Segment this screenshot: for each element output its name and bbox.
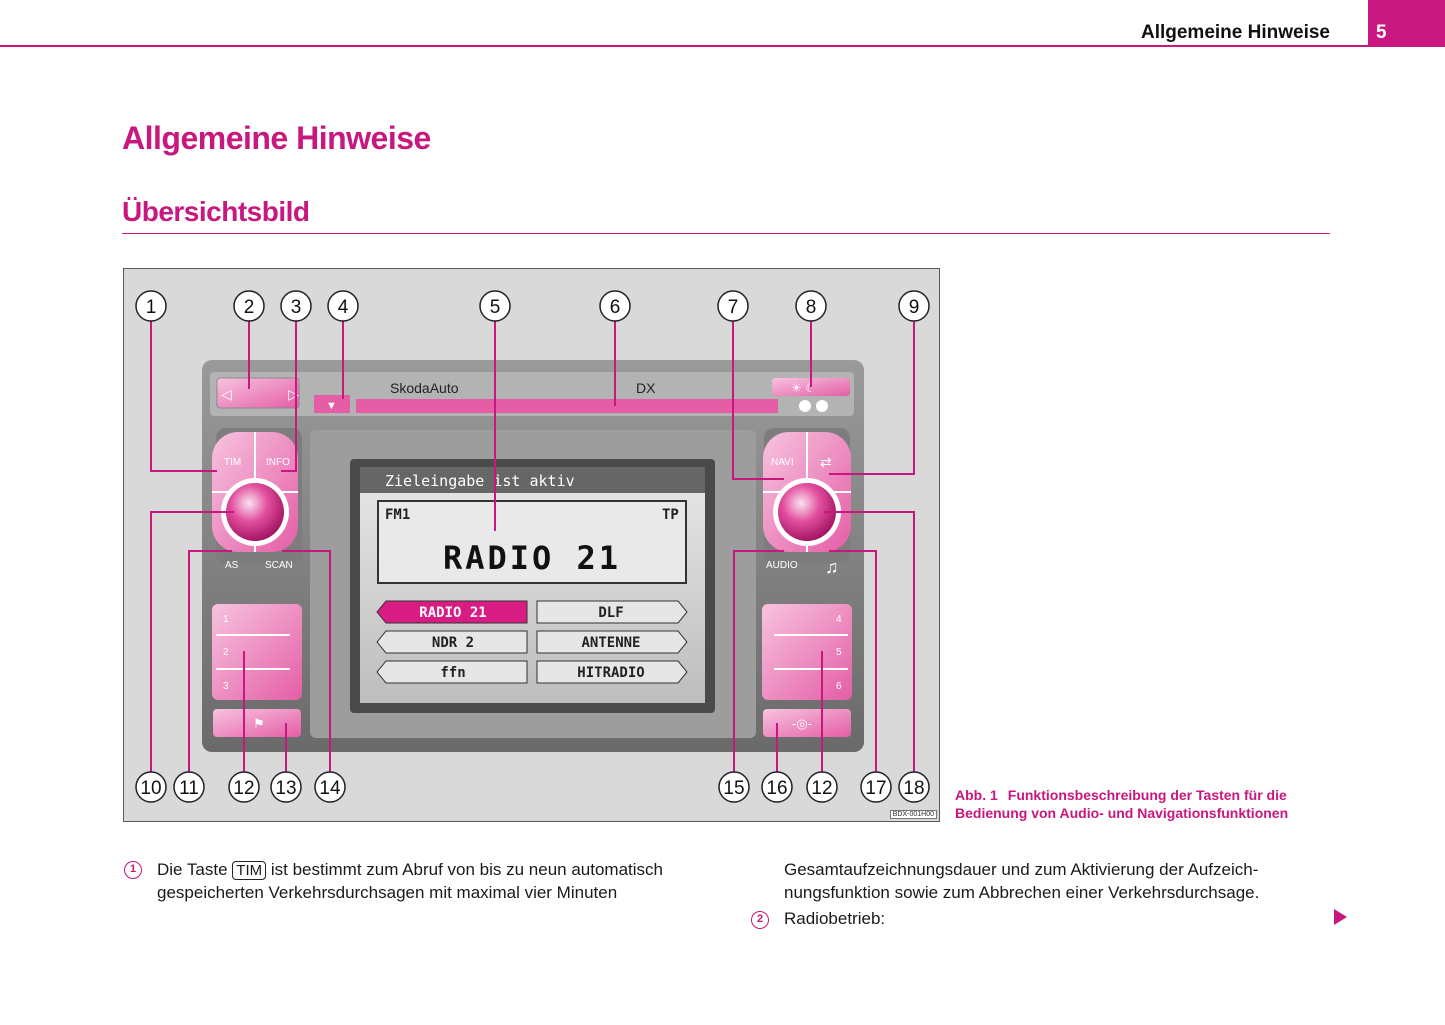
callout-6 bbox=[600, 291, 630, 321]
callout-12-right bbox=[807, 772, 837, 802]
svg-text:14: 14 bbox=[319, 778, 341, 799]
model-label: DX bbox=[636, 380, 656, 396]
preset-tile-label-6: HITRADIO bbox=[577, 665, 645, 681]
music-icon: ♫ bbox=[825, 557, 839, 577]
item-2-text: Radiobetrieb: bbox=[784, 909, 886, 928]
item-number-2: 2 bbox=[751, 911, 769, 929]
callout-9 bbox=[899, 291, 929, 321]
tim-label: TIM bbox=[224, 457, 242, 468]
item-1-continuation bbox=[784, 858, 1344, 904]
page-title: Allgemeine Hinweise bbox=[122, 120, 431, 156]
callout-5 bbox=[480, 291, 510, 321]
display-tp: TP bbox=[662, 507, 679, 523]
svg-text:10: 10 bbox=[140, 778, 162, 799]
section-subtitle: Übersichtsbild bbox=[122, 196, 310, 227]
continuation-line2: nungsfunktion sowie zum Abbrechen einer Verkehrsdurchsage. bbox=[784, 883, 1260, 902]
preset-label-1: 1 bbox=[223, 614, 229, 625]
header-rule bbox=[0, 45, 1368, 47]
navi-label: NAVI bbox=[771, 457, 794, 468]
callout-16 bbox=[762, 772, 792, 802]
continuation-line1: Gesamtaufzeichnungsdauer und zum Aktivierung der Aufzeich- bbox=[784, 860, 1259, 879]
flag-icon: ⚑ bbox=[253, 716, 265, 731]
callout-11 bbox=[174, 772, 204, 802]
caption-text: Funktionsbeschreibung der Tasten für die Bedienung von Audio- und Navigationsfunktionen bbox=[955, 787, 1289, 821]
preset-tile-label-5: ffn bbox=[440, 665, 466, 681]
display-status: Zieleingabe ist aktiv bbox=[385, 472, 575, 490]
item-number-1: 1 bbox=[124, 861, 142, 879]
preset-label-3: 3 bbox=[223, 681, 229, 692]
next-page-arrow-icon[interactable] bbox=[1334, 909, 1347, 925]
svg-text:3: 3 bbox=[290, 297, 302, 318]
info-label: INFO bbox=[266, 457, 290, 468]
callout-18 bbox=[899, 772, 929, 802]
cd-slot bbox=[356, 399, 778, 413]
scan-label: SCAN bbox=[265, 560, 293, 571]
callout-12-left bbox=[229, 772, 259, 802]
page-number: 5 bbox=[1376, 22, 1387, 43]
svg-text:13: 13 bbox=[275, 778, 297, 799]
display-station: RADIO 21 bbox=[442, 539, 622, 577]
callout-1 bbox=[136, 291, 166, 321]
svg-text:☀ ☾: ☀ ☾ bbox=[791, 381, 816, 395]
preset-tile-label-1: RADIO 21 bbox=[419, 605, 487, 621]
callout-13 bbox=[271, 772, 301, 802]
callout-8 bbox=[796, 291, 826, 321]
callout-15 bbox=[719, 772, 749, 802]
item-1-line2: gespeicherten Verkehrsdurchsagen mit maximal vier Minuten bbox=[157, 883, 618, 902]
route-icon: ⇄ bbox=[820, 454, 832, 470]
preset-label-4: 4 bbox=[836, 614, 842, 625]
callout-14 bbox=[315, 772, 345, 802]
overview-figure bbox=[123, 268, 940, 822]
svg-text:2: 2 bbox=[243, 297, 255, 318]
audio-label: AUDIO bbox=[766, 560, 798, 571]
volume-knob bbox=[226, 483, 284, 541]
caption-label: Abb. 1 bbox=[955, 787, 998, 803]
callout-7 bbox=[718, 291, 748, 321]
callout-3 bbox=[281, 291, 311, 321]
subtitle-rule bbox=[122, 233, 1330, 234]
preset-label-6: 6 bbox=[836, 681, 842, 692]
svg-text:15: 15 bbox=[723, 778, 745, 799]
brand-label: SkodaAuto bbox=[390, 380, 459, 396]
preset-tile-label-4: ANTENNE bbox=[581, 635, 641, 651]
svg-text:17: 17 bbox=[865, 778, 887, 799]
svg-text:9: 9 bbox=[908, 297, 920, 318]
callout-4 bbox=[328, 291, 358, 321]
radio-illustration bbox=[124, 269, 941, 823]
preset-tile-label-2: DLF bbox=[598, 605, 624, 621]
preset-tile-label-3: NDR 2 bbox=[431, 635, 475, 651]
svg-text:11: 11 bbox=[179, 778, 199, 799]
svg-text:4: 4 bbox=[337, 297, 349, 318]
svg-text:▷: ▷ bbox=[288, 386, 299, 402]
callout-17 bbox=[861, 772, 891, 802]
svg-text:6: 6 bbox=[609, 297, 621, 318]
figure-code: BDX-001H00 bbox=[890, 810, 937, 819]
traffic-icon: -◎- bbox=[792, 716, 813, 731]
preset-label-5: 5 bbox=[836, 647, 842, 658]
svg-text:7: 7 bbox=[727, 297, 739, 318]
preset-label-2: 2 bbox=[223, 647, 229, 658]
svg-text:◁: ◁ bbox=[221, 386, 232, 402]
callout-2 bbox=[234, 291, 264, 321]
tim-key: TIM bbox=[232, 861, 266, 880]
svg-text:12: 12 bbox=[811, 778, 833, 799]
svg-text:1: 1 bbox=[145, 297, 157, 318]
svg-text:8: 8 bbox=[805, 297, 817, 318]
item-1-pre: Die Taste bbox=[157, 860, 228, 879]
figure-caption bbox=[955, 786, 1345, 822]
display-band: FM1 bbox=[385, 507, 411, 523]
svg-text:18: 18 bbox=[903, 778, 925, 799]
svg-text:16: 16 bbox=[766, 778, 788, 799]
callout-10 bbox=[136, 772, 166, 802]
svg-text:12: 12 bbox=[233, 778, 255, 799]
svg-text:5: 5 bbox=[489, 297, 501, 318]
item-1-line1: ist bestimmt zum Abruf von bis zu neun automatisch bbox=[270, 860, 663, 879]
svg-text:▼: ▼ bbox=[326, 400, 337, 412]
header-section-title: Allgemeine Hinweise bbox=[1140, 22, 1330, 43]
item-1-text bbox=[157, 858, 717, 904]
as-label: AS bbox=[225, 560, 239, 571]
